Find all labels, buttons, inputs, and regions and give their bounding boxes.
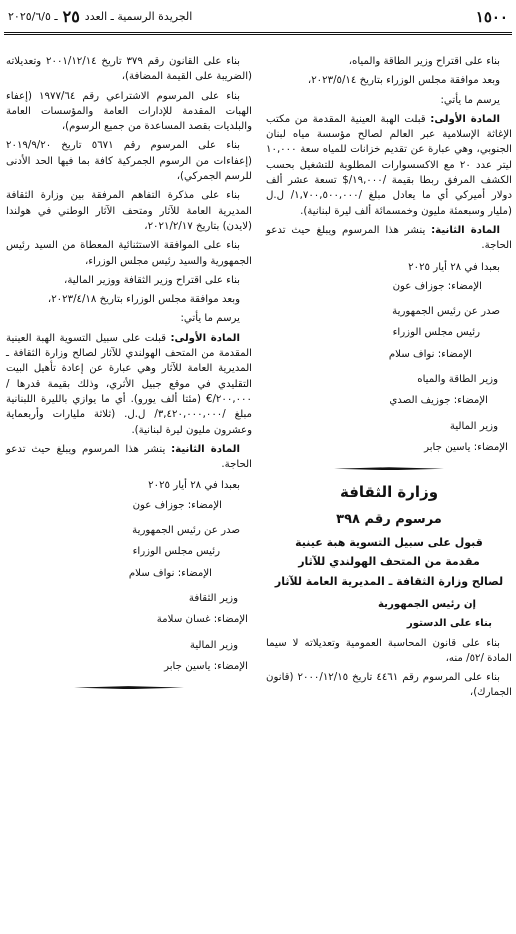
culture-minister-title: وزير الثقافة bbox=[188, 592, 238, 604]
article-one bbox=[266, 112, 512, 219]
article-label: المادة الأولى: bbox=[430, 113, 500, 125]
article-label: المادة الأولى: bbox=[170, 332, 240, 344]
article-text: قبلت الهبة العينية المقدمة من مكتب الإغاثة الإسلامية عبر العالم لصالح مؤسسة مياه لبنان الجنوبي، وهي عبارة عن تقديم خزانات للمياه سعة ١٠,٠٠٠ ليتر عدد ٢٠ مع الاكسسوارات المطلوبة للتشغيل بحسب الكشف المرفق ربطا بقيمة /١٩,٠٠٠/$ تسعة عشر ألف دولار أميركي أي ما يعادل مبلغ /١,٧٠٠,٥٠٠,٠٠٠/ ل.ل (مليار وسبعمئة مليون وخمسمائة ألف ليرة لبنانية). bbox=[266, 113, 512, 217]
finance-minister-signature: الإمضاء: ياسين جابر bbox=[164, 660, 248, 672]
pm-title: رئيس مجلس الوزراء bbox=[132, 546, 220, 558]
finance-minister-title: وزير المالية bbox=[449, 420, 498, 432]
finance-minister-signature: الإمضاء: ياسين جابر bbox=[424, 441, 508, 453]
journal-heading bbox=[8, 5, 192, 29]
paragraph: بناء على الموافقة الاستثنائية المعطاة من السيد رئيس الجمهورية والسيد رئيس مجلس الوزراء، bbox=[6, 240, 252, 267]
paragraph: بناء على اقتراح وزير الثقافة ووزير المالية، bbox=[64, 274, 240, 286]
paragraph: وبعد موافقة مجلس الوزراء بتاريخ ٢٠٢٣/٤/١٨، bbox=[47, 294, 240, 306]
paragraph: بناء على اقتراح وزير الطاقة والمياه، bbox=[348, 56, 500, 67]
section-divider bbox=[74, 682, 184, 692]
paragraph: بناء على قانون المحاسبة العمومية وتعديلاته لا سيما المادة /٥٢/ منه، bbox=[266, 637, 512, 664]
article-text: ينشر هذا المرسوم ويبلغ حيث تدعو الحاجة. bbox=[266, 224, 512, 252]
paragraph: بناء على المرسوم رقم ٥٦٧١ تاريخ ٢٠١٩/٩/٢٠ (إعفاءات من الرسوم الجمركية كافة بما فيها الحد الأدنى للرسم الجمركي)، bbox=[6, 140, 252, 183]
subject-line: قبول على سبيل التسوية هبة عينية bbox=[295, 536, 483, 550]
section-divider bbox=[334, 463, 444, 473]
decree-title: مرسوم رقم ٣٩٨ bbox=[336, 511, 442, 527]
finance-minister-title: وزير المالية bbox=[189, 639, 238, 651]
culture-minister-signature: الإمضاء: غسان سلامة bbox=[156, 614, 248, 626]
article-two bbox=[6, 442, 252, 473]
subject-line: لصالح وزارة الثقافة ـ المديرية العامة للآثار bbox=[274, 574, 504, 588]
page-number: ١٥٠٠ bbox=[475, 7, 508, 26]
pm-title: رئيس مجلس الوزراء bbox=[392, 327, 480, 339]
issue-date: ـ ٢٠٢٥/٦/٥ bbox=[8, 9, 58, 23]
left-column bbox=[6, 54, 252, 700]
paragraph: يرسم ما يأتي: bbox=[440, 94, 500, 106]
header-rule-double bbox=[4, 34, 512, 35]
article-label: المادة الثانية: bbox=[171, 443, 240, 455]
header-rule bbox=[4, 32, 512, 33]
pm-signature: الإمضاء: نواف سلام bbox=[128, 567, 212, 579]
pm-signature: الإمضاء: نواف سلام bbox=[388, 348, 472, 360]
paragraph: بناء على المرسوم الاشتراعي رقم ١٩٧٧/٦٤ (إعفاء الهبات المقدمة للإدارات العامة والمؤسسات العامة والبلديات بقصد المساعدة من جميع الرسوم)، bbox=[6, 90, 252, 133]
energy-minister-title: وزير الطاقة والمياه bbox=[417, 374, 498, 386]
paragraph: بناء على القانون رقم ٣٧٩ تاريخ ٢٠٠١/١٢/١٤ وتعديلاته (الضريبة على القيمة المضافة)، bbox=[6, 56, 252, 83]
article-one bbox=[6, 331, 252, 438]
article-text: ينشر هذا المرسوم ويبلغ حيث تدعو الحاجة. bbox=[6, 443, 252, 471]
article-two bbox=[266, 223, 512, 254]
page-header bbox=[8, 6, 508, 28]
decree-subject bbox=[266, 533, 512, 591]
paragraph: بناء على المرسوم رقم ٤٤٦١ تاريخ ٢٠٠٠/١٢/١٥ (قانون الجمارك)، bbox=[266, 672, 512, 699]
journal-name: الجريدة الرسمية ـ العدد bbox=[84, 9, 193, 23]
ministry-heading: وزارة الثقافة bbox=[339, 483, 439, 502]
signature-president: الإمضاء: جوزاف عون bbox=[392, 280, 482, 292]
issue-number: ٢٥ bbox=[62, 7, 80, 26]
right-column bbox=[266, 54, 512, 705]
article-text: قبلت على سبيل التسوية الهبة العينية المقدمة من المتحف الهولندي للآثار لصالح وزارة الثقافة ـ المديرية العامة للآثار وهي عبارة عن إعادة تأهيل البيت التقليدي في موقع جبيل الأثري، وذلك بقيمة قدرها /٢٠٠,٠٠٠/€ (مئتا ألف يورو). أي ما يوازي بالليرة اللبنانية مبلغ /٣,٤٢٠,٠٠٠,٠٠٠/ ل.ل. (ثلاثة مليارات وأربعماية وعشرون مليون ليرة لبنانية). bbox=[6, 332, 252, 436]
paragraph: وبعد موافقة مجلس الوزراء بتاريخ ٢٠٢٣/٥/١٤، bbox=[307, 75, 500, 87]
paragraph: بناء على مذكرة التفاهم المرفقة بين وزارة الثقافة المديرية العامة للآثار ومتحف الآثار الوطني في هولندا (لايدن) بتاريخ ٢٠٢١/٢/١٧، bbox=[6, 190, 252, 232]
energy-minister-signature: الإمضاء: جوزيف الصدي bbox=[389, 395, 488, 407]
issued-by: صدر عن رئيس الجمهورية bbox=[132, 525, 240, 537]
signature-president: الإمضاء: جوزاف عون bbox=[132, 499, 222, 511]
issued-by: صدر عن رئيس الجمهورية bbox=[392, 306, 500, 318]
paragraph: يرسم ما يأتي: bbox=[180, 313, 240, 325]
subject-line: مقدمة من المتحف الهولندي للآثار bbox=[298, 555, 480, 569]
date-line: بعبدا في ٢٨ أيار ٢٠٢٥ bbox=[408, 261, 500, 273]
date-line: بعبدا في ٢٨ أيار ٢٠٢٥ bbox=[148, 480, 240, 492]
president-intro: إن رئيس الجمهورية bbox=[378, 598, 476, 610]
constitution-basis: بناء على الدستور bbox=[406, 618, 492, 630]
article-label: المادة الثانية: bbox=[431, 224, 500, 236]
